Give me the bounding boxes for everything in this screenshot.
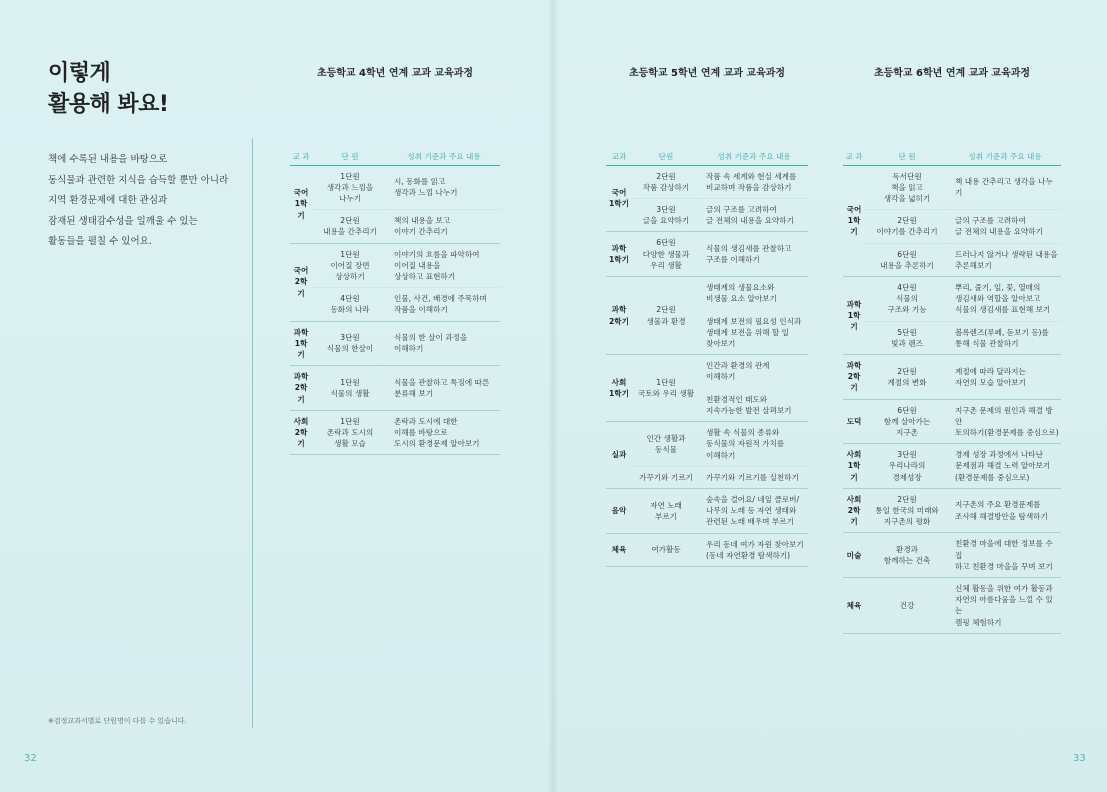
standard-cell: 우리 동네 여가 자원 찾아보기 (동네 자연환경 탐색하기) — [700, 533, 808, 566]
grade4-curriculum-table — [290, 149, 500, 455]
standard-cell: 글의 구조를 고려하여 글 전체의 내용을 요약하기 — [700, 198, 808, 231]
standard-cell: 신체 활동을 위한 여가 활동과 자연의 아름다움을 느낄 수 있는 캠핑 체험하기 — [949, 577, 1061, 633]
table-row — [290, 410, 500, 455]
intro-line: 잠재된 생태감수성을 일깨울 수 있는 — [48, 215, 198, 227]
column-header: 교 과 — [290, 149, 312, 165]
unit-cell: 건강 — [865, 577, 949, 633]
unit-cell: 2단원 통일 한국의 미래와 지구촌의 평화 — [865, 488, 949, 533]
unit-cell: 4단원 식물의 구조와 기능 — [865, 276, 949, 321]
unit-cell: 1단원 국토와 우리 생활 — [632, 355, 700, 422]
unit-cell: 2단원 이야기를 간추리기 — [865, 210, 949, 243]
subject-cell: 음악 — [606, 488, 632, 533]
intro-line: 책에 수록된 내용을 바탕으로 — [48, 154, 168, 165]
grade5-curriculum-table — [606, 149, 808, 567]
standard-cell: 생활 속 식물의 종류와 동식물의 자원적 가치를 이해하기 — [700, 422, 808, 467]
unit-cell: 2단원 생물과 환경 — [632, 276, 700, 354]
table-row — [606, 533, 808, 566]
table-row — [843, 577, 1061, 633]
table-row — [843, 399, 1061, 444]
table-row — [843, 243, 1061, 276]
standard-cell: 인간과 환경의 관계 이해하기 친환경적인 태도와 지속가능한 발전 살펴보기 — [700, 355, 808, 422]
table-row — [606, 466, 808, 488]
unit-cell: 독서단원 책을 읽고 생각을 넓히기 — [865, 165, 949, 210]
standard-cell: 책의 내용을 보고 이야기 간추리기 — [388, 210, 500, 243]
page-number-right: 33 — [1073, 753, 1086, 764]
subject-cell: 과학 2학기 — [843, 354, 865, 399]
subject-cell: 국어 1학기 — [606, 165, 632, 232]
divider-line — [252, 138, 253, 728]
standard-cell: 글의 구조를 고려하여 글 전체의 내용을 요약하기 — [949, 210, 1061, 243]
unit-cell: 1단원 식물의 생활 — [312, 366, 388, 411]
standard-cell: 인물, 사건, 배경에 주목하며 작품을 이해하기 — [388, 288, 500, 321]
intro-text — [48, 150, 248, 253]
subject-cell: 체육 — [843, 577, 865, 633]
subject-cell: 과학 1학기 — [606, 232, 632, 277]
table-row — [606, 355, 808, 422]
standard-cell: 뿌리, 줄기, 잎, 꽃, 열매의 생김새와 역할을 알아보고 식물의 생김새를 표현해 보기 — [949, 276, 1061, 321]
table-row — [606, 232, 808, 277]
page-title — [48, 58, 168, 120]
table-row — [290, 210, 500, 243]
table-row — [843, 533, 1061, 578]
subject-cell: 국어 1학기 — [843, 165, 865, 276]
table-row — [606, 165, 808, 198]
standard-cell: 계절에 따라 달라지는 자연의 모습 알아보기 — [949, 354, 1061, 399]
subject-cell: 체육 — [606, 533, 632, 566]
standard-cell: 지구촌의 주요 환경문제를 조사해 해결방안을 탐색하기 — [949, 488, 1061, 533]
unit-cell: 자연 노래 부르기 — [632, 488, 700, 533]
table-row — [606, 198, 808, 231]
unit-cell: 여가활동 — [632, 533, 700, 566]
subject-cell: 국어 1학기 — [290, 165, 312, 243]
unit-cell: 가꾸기와 기르기 — [632, 466, 700, 488]
unit-cell: 환경과 함께하는 건축 — [865, 533, 949, 578]
column-header: 교과 — [606, 149, 632, 165]
unit-cell: 3단원 식물의 한살이 — [312, 321, 388, 366]
unit-cell: 2단원 계절의 변화 — [865, 354, 949, 399]
unit-cell: 2단원 작품 감상하기 — [632, 165, 700, 198]
intro-line: 지역 환경문제에 대한 관심과 — [48, 195, 168, 206]
standard-cell: 드러나지 않거나 생략된 내용을 추론해보기 — [949, 243, 1061, 276]
table-row — [606, 488, 808, 533]
title-line-1: 이렇게 — [48, 61, 111, 86]
column-header: 교 과 — [843, 149, 865, 165]
grade6-curriculum-table — [843, 149, 1061, 634]
table-row — [290, 366, 500, 411]
standard-cell: 촌락과 도시에 대한 이해를 바탕으로 도시의 환경문제 알아보기 — [388, 410, 500, 455]
unit-cell: 1단원 생각과 느낌을 나누기 — [312, 165, 388, 210]
table-row — [843, 354, 1061, 399]
subject-cell: 실과 — [606, 422, 632, 489]
unit-cell: 1단원 촌락과 도시의 생활 모습 — [312, 410, 388, 455]
grade4-title: 초등학교 4학년 연계 교과 교육과정 — [316, 68, 474, 79]
unit-cell: 6단원 내용을 추론하기 — [865, 243, 949, 276]
table-row — [843, 488, 1061, 533]
subject-cell: 사회 2학기 — [843, 488, 865, 533]
subject-cell: 미술 — [843, 533, 865, 578]
table-row — [290, 321, 500, 366]
subject-cell: 과학 1학기 — [843, 276, 865, 354]
standard-cell: 식물의 한 살이 과정을 이해하기 — [388, 321, 500, 366]
table-row — [606, 422, 808, 467]
table-row — [606, 276, 808, 354]
unit-cell: 1단원 이어질 장면 상상하기 — [312, 243, 388, 288]
standard-cell: 지구촌 문제의 원인과 해결 방안 토의하기(환경문제를 중심으로) — [949, 399, 1061, 444]
column-header: 단 원 — [312, 149, 388, 165]
standard-cell: 친환경 마을에 대한 정보를 수집 하고 친환경 마을을 꾸며 보기 — [949, 533, 1061, 578]
subject-cell: 과학 2학기 — [606, 276, 632, 354]
table-row — [290, 243, 500, 288]
standard-cell: 시, 동화를 읽고 생각과 느낌 나누기 — [388, 165, 500, 210]
subject-cell: 과학 2학기 — [290, 366, 312, 411]
footnote: ※검정교과서별로 단원명이 다를 수 있습니다. — [48, 717, 187, 725]
grade5-title: 초등학교 5학년 연계 교과 교육과정 — [628, 68, 786, 79]
grade6-title: 초등학교 6학년 연계 교과 교육과정 — [873, 68, 1031, 79]
standard-cell: 작품 속 세계와 현실 세계를 비교하며 작품을 감상하기 — [700, 165, 808, 198]
column-header: 성취 기준과 주요 내용 — [949, 149, 1061, 165]
unit-cell: 5단원 빛과 렌즈 — [865, 321, 949, 354]
subject-cell: 과학 1학기 — [290, 321, 312, 366]
standard-cell: 숲속을 걸어요/ 네잎 클로버/ 나무의 노래 등 자연 생태와 관련된 노래 배우며 부르기 — [700, 488, 808, 533]
standard-cell: 식물의 생김새를 관찰하고 구조를 이해하기 — [700, 232, 808, 277]
standard-cell: 식물을 관찰하고 특징에 따른 분류해 보기 — [388, 366, 500, 411]
unit-cell: 4단원 동화의 나라 — [312, 288, 388, 321]
unit-cell: 6단원 함께 살아가는 지구촌 — [865, 399, 949, 444]
subject-cell: 사회 1학기 — [843, 444, 865, 489]
unit-cell: 3단원 우리나라의 경제성장 — [865, 444, 949, 489]
unit-cell: 3단원 글을 요약하기 — [632, 198, 700, 231]
book-spine — [548, 0, 558, 792]
column-header: 단 원 — [865, 149, 949, 165]
table-row — [843, 444, 1061, 489]
standard-cell: 이야기의 흐름을 파악하여 이어질 내용을 상상하고 표현하기 — [388, 243, 500, 288]
column-header: 성취 기준과 주요 내용 — [700, 149, 808, 165]
subject-cell: 사회 1학기 — [606, 355, 632, 422]
table-row — [290, 165, 500, 210]
column-header: 단원 — [632, 149, 700, 165]
page-number-left: 32 — [24, 753, 37, 764]
table-row — [290, 288, 500, 321]
table-row — [843, 276, 1061, 321]
standard-cell: 생태계의 생물요소와 비생물 요소 알아보기 생태계 보전의 필요성 인식과 생태계 보전을 위해 할 일 찾아보기 — [700, 276, 808, 354]
table-row — [843, 321, 1061, 354]
unit-cell: 인간 생활과 동식물 — [632, 422, 700, 467]
unit-cell: 2단원 내용을 간추리기 — [312, 210, 388, 243]
standard-cell: 볼록렌즈(루페, 돋보기 등)를 통해 식물 관찰하기 — [949, 321, 1061, 354]
standard-cell: 가꾸기와 기르기를 실천하기 — [700, 466, 808, 488]
standard-cell: 경제 성장 과정에서 나타난 문제점과 해결 노력 알아보기 (환경문제를 중심으로) — [949, 444, 1061, 489]
title-line-2: 활용해 봐요! — [48, 92, 169, 117]
subject-cell: 사회 2학기 — [290, 410, 312, 455]
intro-line: 활동들을 펼칠 수 있어요. — [48, 236, 152, 247]
subject-cell: 도덕 — [843, 399, 865, 444]
table-row — [843, 165, 1061, 210]
unit-cell: 6단원 다양한 생물과 우리 생활 — [632, 232, 700, 277]
subject-cell: 국어 2학기 — [290, 243, 312, 321]
intro-line: 동식물과 관련한 지식을 습득할 뿐만 아니라 — [48, 174, 229, 186]
column-header: 성취 기준과 주요 내용 — [388, 149, 500, 165]
table-row — [843, 210, 1061, 243]
standard-cell: 책 내용 간추리고 생각을 나누기 — [949, 165, 1061, 210]
